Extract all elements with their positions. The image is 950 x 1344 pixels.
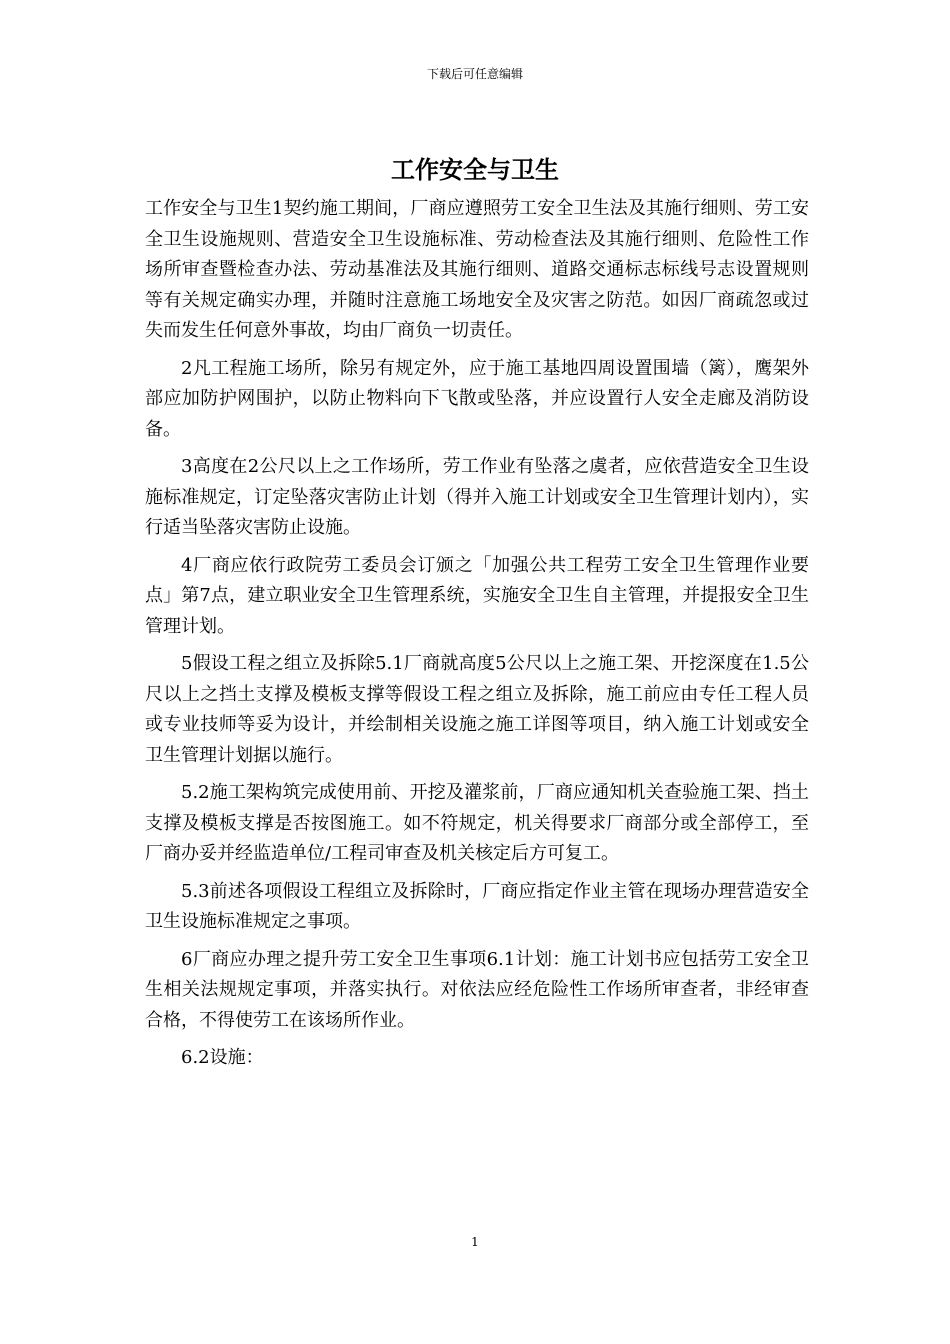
page-number: 1: [471, 1235, 479, 1249]
paragraph-2: 2凡工程施工场所，除另有规定外，应于施工基地四周设置围墙（篱），鹰架外部应加防护网围护，以防止物料向下飞散或坠落，并应设置行人安全走廊及消防设备。: [145, 357, 809, 440]
paragraph-9: 6.2设施：: [181, 1047, 264, 1068]
paragraph-4: 4厂商应依行政院劳工委员会订颁之「加强公共工程劳工安全卫生管理作业要点」第7点，建立职业安全卫生管理系统，实施安全卫生自主管理，并提报安全卫生管理计划。: [145, 554, 809, 637]
paragraph-6: 5.2施工架构筑完成使用前、开挖及灌浆前，厂商应通知机关查验施工架、挡土支撑及模板支撑是否按图施工。如不符规定，机关得要求厂商部分或全部停工，至厂商办妥并经监造单位/工程司审查及机关核定后方可复工。: [145, 782, 809, 864]
paragraph-7: 5.3前述各项假设工程组立及拆除时，厂商应指定作业主管在现场办理营造安全卫生设施标准规定之事项。: [145, 880, 809, 932]
paragraph-1: 工作安全与卫生1契约施工期间，厂商应遵照劳工安全卫生法及其施行细则、劳工安全卫生设施规则、营造安全卫生设施标准、劳动检查法及其施行细则、危险性工作场所审查暨检查办法、劳动基准法及其施行细则、道路交通标志标线号志设置规则等有关规定确实办理，并随时注意施工场地安全及灾害之防范。如因厂商疏忽或过失而发生任何意外事故，均由厂商负一切责任。: [145, 198, 809, 341]
document-title: 工作安全与卫生: [391, 156, 559, 184]
document-body: [145, 194, 809, 1081]
header-note: 下载后可任意编辑: [426, 67, 523, 81]
paragraph-3: 3高度在2公尺以上之工作场所，劳工作业有坠落之虞者，应依营造安全卫生设施标准规定，订定坠落灾害防止计划（得并入施工计划或安全卫生管理计划内），实行适当坠落灾害防止设施。: [145, 456, 809, 538]
paragraph-8: 6厂商应办理之提升劳工安全卫生事项6.1计划：施工计划书应包括劳工安全卫生相关法规规定事项，并落实执行。对依法应经危险性工作场所审查者，非经审查合格，不得使劳工在该场所作业。: [145, 948, 809, 1031]
paragraph-5: 5假设工程之组立及拆除5.1厂商就高度5公尺以上之施工架、开挖深度在1.5公尺以上之挡土支撑及模板支撑等假设工程之组立及拆除，施工前应由专任工程人员或专业技师等妥为设计，并绘制相关设施之施工详图等项目，纳入施工计划或安全卫生管理计划据以施行。: [145, 653, 809, 766]
